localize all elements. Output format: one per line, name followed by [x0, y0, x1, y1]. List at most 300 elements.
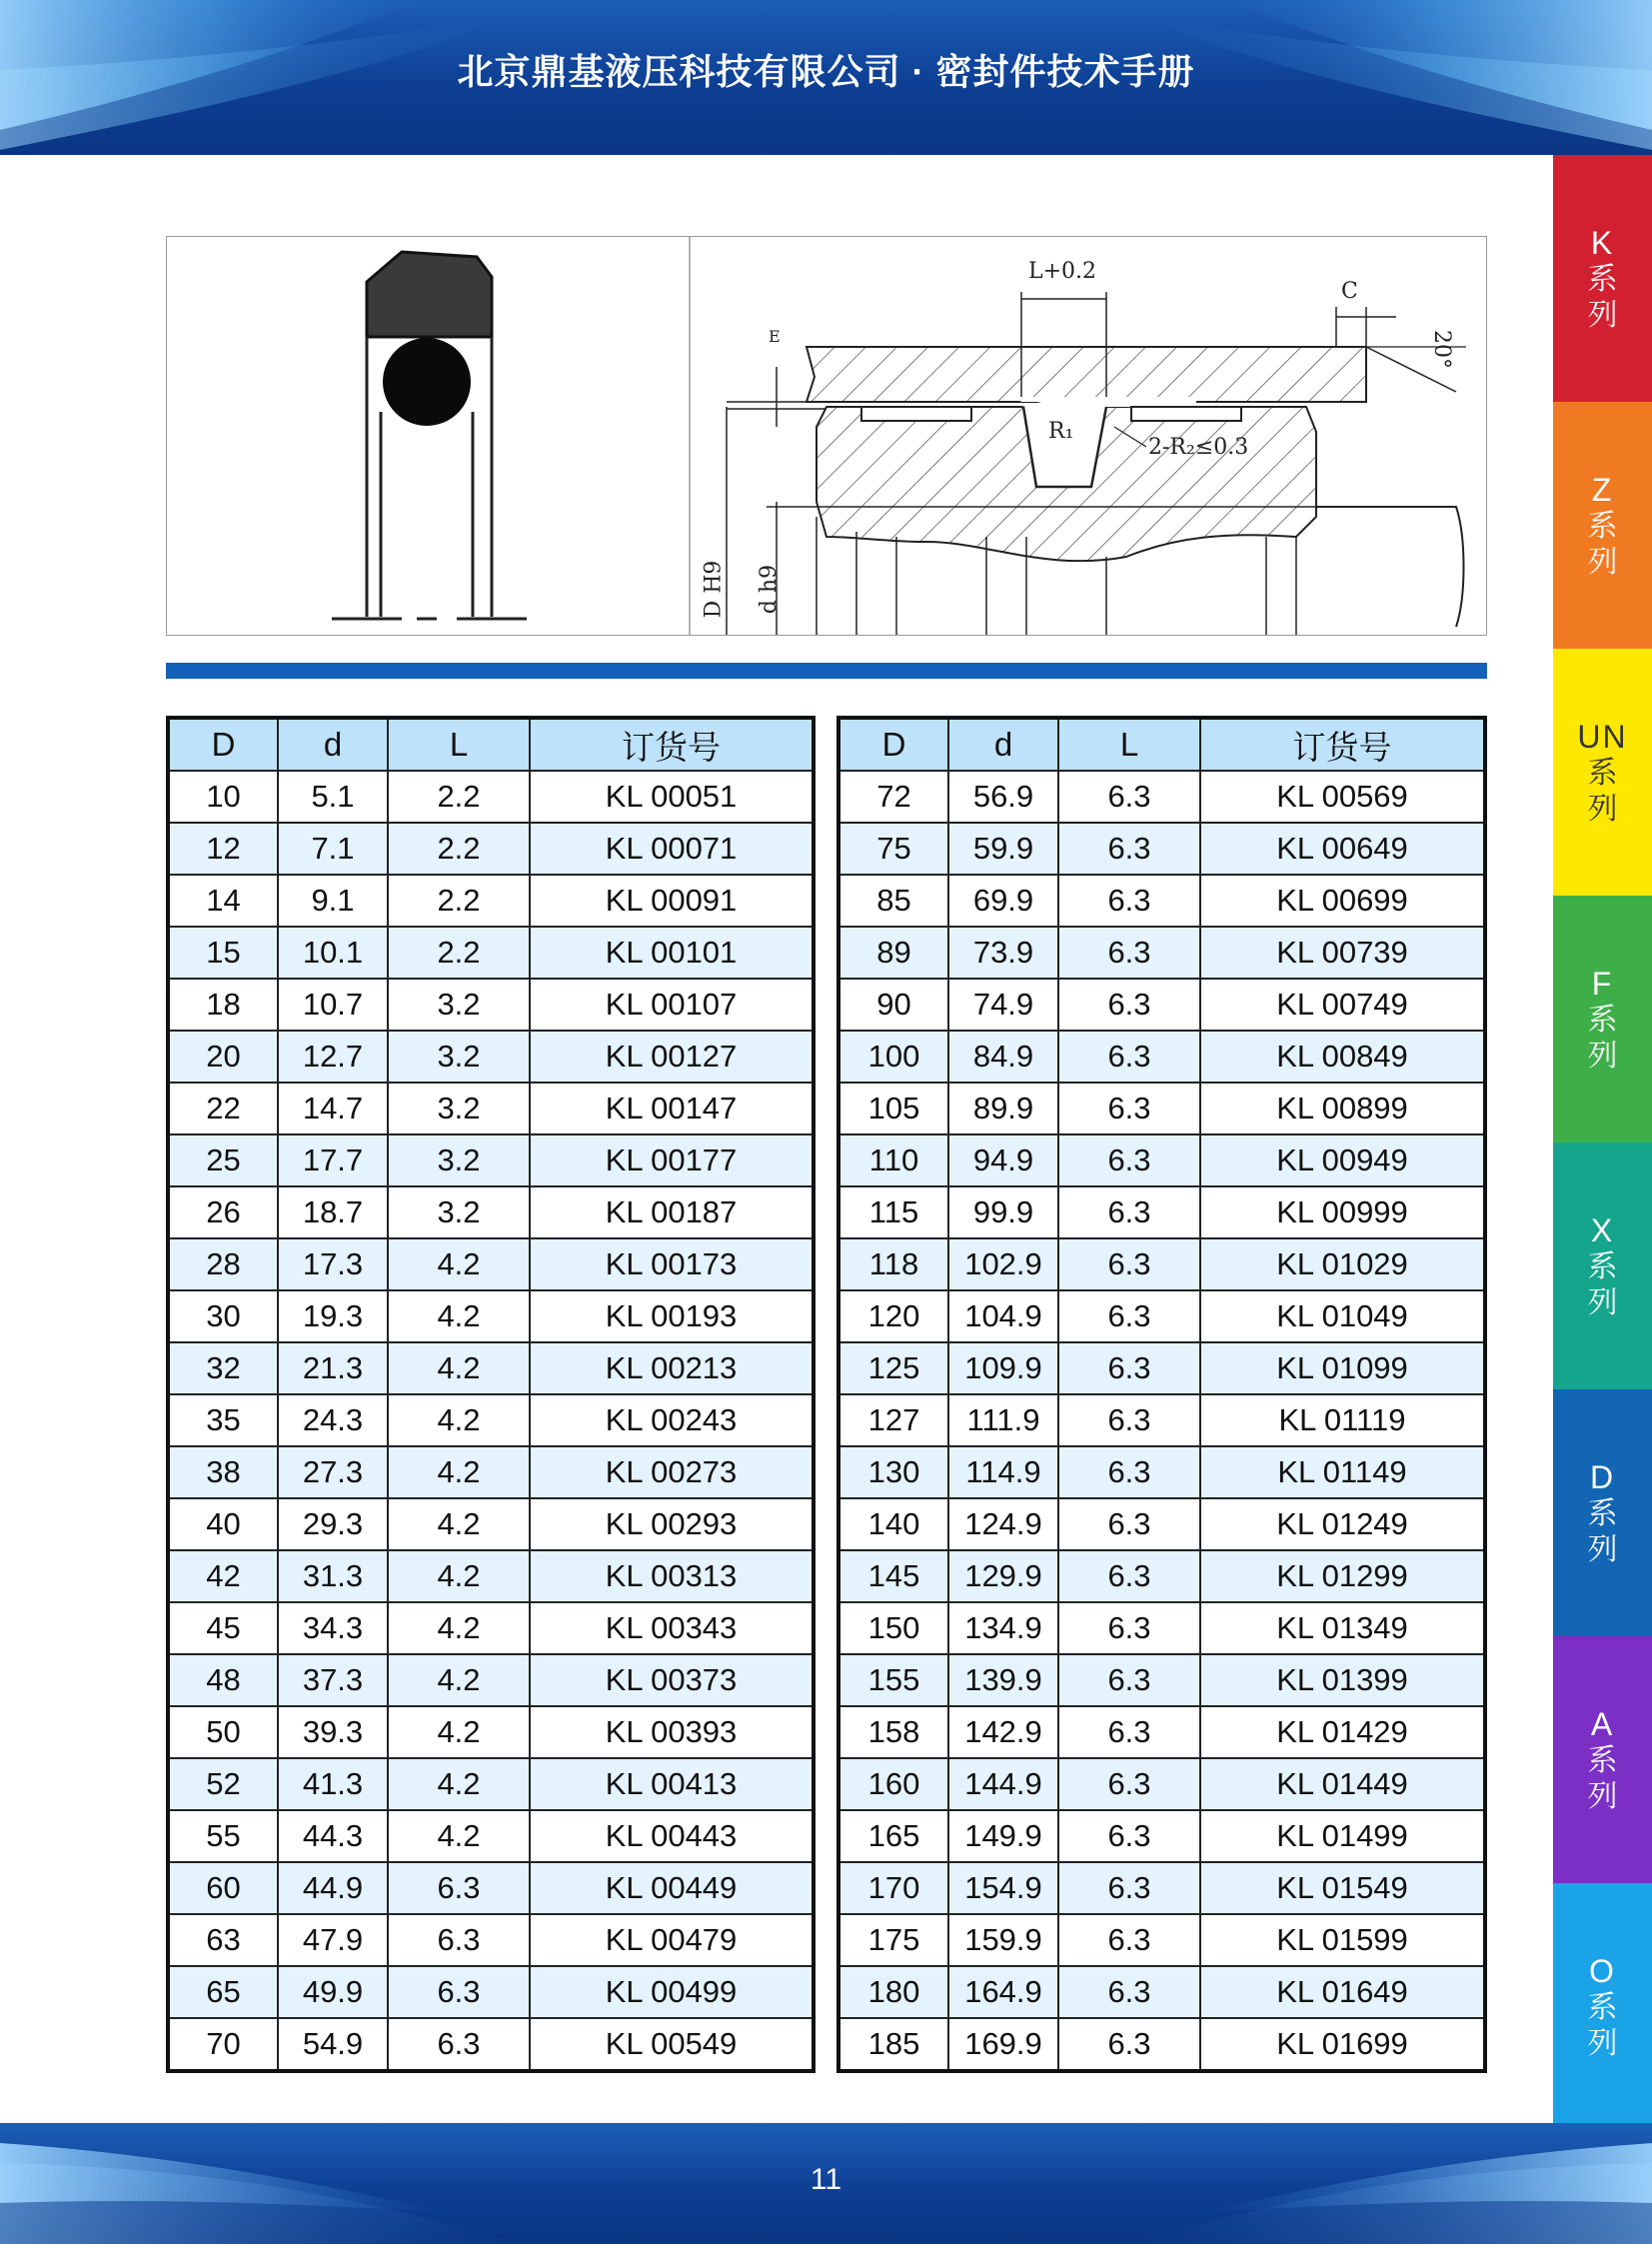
cell-L: 6.3: [1058, 1342, 1200, 1394]
cell-L: 6.3: [1058, 1134, 1200, 1186]
cell-order-no: KL 01399: [1200, 1654, 1485, 1706]
cell-D: 115: [838, 1186, 948, 1238]
cell-order-no: KL 00051: [530, 771, 814, 823]
table-row: [168, 1342, 814, 1394]
cell-D: 25: [168, 1134, 278, 1186]
cell-d: 18.7: [278, 1186, 388, 1238]
table-header-row: [168, 718, 814, 771]
seal-cross-section: [332, 252, 527, 619]
table-row: [168, 1862, 814, 1914]
cell-L: 4.2: [388, 1342, 530, 1394]
tab-series-a[interactable]: [1553, 1636, 1652, 1883]
cell-d: 41.3: [278, 1758, 388, 1810]
cell-order-no: KL 00293: [530, 1498, 814, 1550]
table-row: [168, 927, 814, 979]
cell-D: 158: [838, 1706, 948, 1758]
cell-d: 54.9: [278, 2018, 388, 2071]
table-row: [838, 1186, 1485, 1238]
cell-L: 6.3: [1058, 1186, 1200, 1238]
cell-d: 59.9: [948, 823, 1058, 875]
cell-L: 6.3: [388, 1966, 530, 2018]
cell-D: 50: [168, 1706, 278, 1758]
table-row: [168, 2018, 814, 2071]
cell-d: 21.3: [278, 1342, 388, 1394]
cell-L: 6.3: [1058, 875, 1200, 927]
cell-d: 17.7: [278, 1134, 388, 1186]
cell-L: 2.2: [388, 771, 530, 823]
tab-code: X: [1590, 1211, 1615, 1248]
cell-order-no: KL 00147: [530, 1083, 814, 1134]
cell-D: 28: [168, 1238, 278, 1290]
table-row: [838, 875, 1485, 927]
tab-series-x[interactable]: [1553, 1142, 1652, 1389]
cell-D: 63: [168, 1914, 278, 1966]
cell-d: 73.9: [948, 927, 1058, 979]
cell-order-no: KL 00071: [530, 823, 814, 875]
cell-order-no: KL 01299: [1200, 1550, 1485, 1602]
cell-order-no: KL 00479: [530, 1914, 814, 1966]
cell-D: 42: [168, 1550, 278, 1602]
table-row: [168, 1498, 814, 1550]
table-row: [838, 1862, 1485, 1914]
cell-order-no: KL 00899: [1200, 1083, 1485, 1134]
tab-code: Z: [1591, 471, 1614, 508]
col-header-D: D: [168, 718, 278, 771]
cell-order-no: KL 00243: [530, 1394, 814, 1446]
cell-d: 94.9: [948, 1134, 1058, 1186]
cell-D: 40: [168, 1498, 278, 1550]
cell-d: 89.9: [948, 1083, 1058, 1134]
tab-label: 系列: [1587, 756, 1618, 826]
cell-order-no: KL 00739: [1200, 927, 1485, 979]
table-row: [838, 1706, 1485, 1758]
table-row: [168, 1550, 814, 1602]
cell-D: 20: [168, 1031, 278, 1083]
cell-d: 7.1: [278, 823, 388, 875]
cell-L: 2.2: [388, 875, 530, 927]
table-row: [168, 1966, 814, 2018]
cell-D: 14: [168, 875, 278, 927]
cell-d: 164.9: [948, 1966, 1058, 2018]
cell-D: 38: [168, 1446, 278, 1498]
table-row: [168, 1602, 814, 1654]
cell-d: 10.7: [278, 979, 388, 1031]
cell-L: 4.2: [388, 1602, 530, 1654]
cell-D: 170: [838, 1862, 948, 1914]
cell-L: 6.3: [388, 1914, 530, 1966]
cell-D: 32: [168, 1342, 278, 1394]
cell-d: 10.1: [278, 927, 388, 979]
cell-L: 6.3: [1058, 823, 1200, 875]
cell-order-no: KL 00999: [1200, 1186, 1485, 1238]
cell-order-no: KL 01119: [1200, 1394, 1485, 1446]
cell-L: 6.3: [1058, 1810, 1200, 1862]
table-row: [838, 1602, 1485, 1654]
cell-L: 4.2: [388, 1498, 530, 1550]
cell-order-no: KL 00949: [1200, 1134, 1485, 1186]
size-table-right: [836, 716, 1487, 2073]
cell-d: 69.9: [948, 875, 1058, 927]
table-row: [168, 1290, 814, 1342]
cell-order-no: KL 00443: [530, 1810, 814, 1862]
cell-d: 134.9: [948, 1602, 1058, 1654]
table-header-row: [838, 718, 1485, 771]
table-row: [838, 1031, 1485, 1083]
col-header-L: L: [388, 718, 530, 771]
cell-d: 37.3: [278, 1654, 388, 1706]
cell-d: 5.1: [278, 771, 388, 823]
cell-d: 17.3: [278, 1238, 388, 1290]
cell-order-no: KL 00273: [530, 1446, 814, 1498]
cell-D: 22: [168, 1083, 278, 1134]
cell-D: 150: [838, 1602, 948, 1654]
cell-L: 4.2: [388, 1446, 530, 1498]
cell-L: 6.3: [1058, 1758, 1200, 1810]
table-row: [838, 1810, 1485, 1862]
table-row: [168, 771, 814, 823]
cell-order-no: KL 01099: [1200, 1342, 1485, 1394]
tab-code: D: [1589, 1458, 1616, 1495]
cell-D: 52: [168, 1758, 278, 1810]
cell-d: 169.9: [948, 2018, 1058, 2071]
cell-D: 110: [838, 1134, 948, 1186]
cell-order-no: KL 01049: [1200, 1290, 1485, 1342]
cell-d: 47.9: [278, 1914, 388, 1966]
cell-d: 149.9: [948, 1810, 1058, 1862]
cell-D: 18: [168, 979, 278, 1031]
table-row: [838, 1550, 1485, 1602]
col-header-D: D: [838, 718, 948, 771]
cell-L: 6.3: [1058, 771, 1200, 823]
tab-label: 系列: [1587, 1003, 1618, 1073]
label-groove-width: L+0.2: [1028, 259, 1097, 284]
cell-order-no: KL 00373: [530, 1654, 814, 1706]
cell-D: 118: [838, 1238, 948, 1290]
cell-L: 6.3: [1058, 979, 1200, 1031]
cell-d: 19.3: [278, 1290, 388, 1342]
cell-d: 31.3: [278, 1550, 388, 1602]
cell-order-no: KL 00193: [530, 1290, 814, 1342]
cell-D: 100: [838, 1031, 948, 1083]
table-row: [838, 979, 1485, 1031]
cell-order-no: KL 00569: [1200, 771, 1485, 823]
table-row: [838, 1914, 1485, 1966]
cell-L: 6.3: [1058, 1394, 1200, 1446]
table-row: [838, 1083, 1485, 1134]
cell-L: 6.3: [1058, 1706, 1200, 1758]
cell-order-no: KL 00849: [1200, 1031, 1485, 1083]
table-row: [168, 1706, 814, 1758]
cell-d: 159.9: [948, 1914, 1058, 1966]
seal-drawing: [167, 237, 1486, 635]
table-row: [838, 771, 1485, 823]
document-title: 北京鼎基液压科技有限公司 · 密封件技术手册: [457, 51, 1195, 92]
table-row: [168, 1914, 814, 1966]
cell-L: 6.3: [1058, 1550, 1200, 1602]
cell-D: 12: [168, 823, 278, 875]
cell-L: 4.2: [388, 1654, 530, 1706]
cell-order-no: KL 00173: [530, 1238, 814, 1290]
col-header-order-no: 订货号: [1200, 718, 1485, 771]
cell-order-no: KL 00343: [530, 1602, 814, 1654]
cell-D: 75: [838, 823, 948, 875]
table-row: [168, 979, 814, 1031]
table-row: [838, 1758, 1485, 1810]
table-row: [168, 1031, 814, 1083]
table-row: [168, 1083, 814, 1134]
cell-D: 15: [168, 927, 278, 979]
cell-d: 39.3: [278, 1706, 388, 1758]
table-row: [168, 1134, 814, 1186]
cell-order-no: KL 00749: [1200, 979, 1485, 1031]
cell-order-no: KL 01349: [1200, 1602, 1485, 1654]
cell-D: 90: [838, 979, 948, 1031]
tab-code: O: [1589, 1952, 1616, 1989]
cell-D: 145: [838, 1550, 948, 1602]
cell-d: 44.9: [278, 1862, 388, 1914]
cell-D: 26: [168, 1186, 278, 1238]
label-angle: 20°: [1429, 330, 1454, 369]
cell-d: 12.7: [278, 1031, 388, 1083]
cell-d: 129.9: [948, 1550, 1058, 1602]
cell-D: 85: [838, 875, 948, 927]
cell-order-no: KL 01429: [1200, 1706, 1485, 1758]
cell-d: 24.3: [278, 1394, 388, 1446]
cell-D: 72: [838, 771, 948, 823]
table-row: [838, 1498, 1485, 1550]
table-row: [168, 1654, 814, 1706]
table-row: [168, 1394, 814, 1446]
table-row: [838, 1238, 1485, 1290]
cell-L: 6.3: [1058, 1498, 1200, 1550]
cell-d: 74.9: [948, 979, 1058, 1031]
cell-order-no: KL 01249: [1200, 1498, 1485, 1550]
cell-L: 4.2: [388, 1290, 530, 1342]
cell-order-no: KL 01029: [1200, 1238, 1485, 1290]
cell-L: 2.2: [388, 927, 530, 979]
cell-L: 6.3: [1058, 1238, 1200, 1290]
tab-series-z[interactable]: [1553, 402, 1652, 649]
cell-D: 125: [838, 1342, 948, 1394]
cell-order-no: KL 01499: [1200, 1810, 1485, 1862]
cell-order-no: KL 00187: [530, 1186, 814, 1238]
cell-D: 35: [168, 1394, 278, 1446]
cell-order-no: KL 00413: [530, 1758, 814, 1810]
cell-D: 10: [168, 771, 278, 823]
cell-L: 4.2: [388, 1706, 530, 1758]
cell-d: 102.9: [948, 1238, 1058, 1290]
groove-drawing: [727, 292, 1466, 635]
cell-d: 84.9: [948, 1031, 1058, 1083]
table-row: [838, 1290, 1485, 1342]
cell-L: 6.3: [1058, 1446, 1200, 1498]
cell-order-no: KL 01449: [1200, 1758, 1485, 1810]
cell-d: 139.9: [948, 1654, 1058, 1706]
cell-L: 2.2: [388, 823, 530, 875]
cell-order-no: KL 00393: [530, 1706, 814, 1758]
table-row: [838, 823, 1485, 875]
section-divider: [166, 663, 1487, 679]
table-row: [168, 875, 814, 927]
cell-D: 140: [838, 1498, 948, 1550]
cell-d: 111.9: [948, 1394, 1058, 1446]
col-header-L: L: [1058, 718, 1200, 771]
header-banner: [0, 0, 1652, 155]
label-radius2: 2-R₂≤0.3: [1148, 435, 1249, 460]
cell-D: 60: [168, 1862, 278, 1914]
cell-order-no: KL 00091: [530, 875, 814, 927]
cell-L: 6.3: [1058, 2018, 1200, 2071]
cell-L: 6.3: [1058, 1083, 1200, 1134]
cell-d: 27.3: [278, 1446, 388, 1498]
cell-L: 4.2: [388, 1810, 530, 1862]
cell-D: 65: [168, 1966, 278, 2018]
table-row: [168, 1810, 814, 1862]
tab-series-d[interactable]: [1553, 1389, 1652, 1636]
cell-order-no: KL 01149: [1200, 1446, 1485, 1498]
cell-D: 30: [168, 1290, 278, 1342]
cell-d: 29.3: [278, 1498, 388, 1550]
tab-code: K: [1590, 224, 1615, 261]
cell-order-no: KL 00177: [530, 1134, 814, 1186]
cell-order-no: KL 00101: [530, 927, 814, 979]
cell-d: 9.1: [278, 875, 388, 927]
cell-D: 48: [168, 1654, 278, 1706]
cell-d: 114.9: [948, 1446, 1058, 1498]
cell-L: 4.2: [388, 1394, 530, 1446]
tab-series-o[interactable]: [1553, 1883, 1652, 2130]
col-header-d: d: [278, 718, 388, 771]
tab-code: UN: [1577, 718, 1628, 755]
cell-d: 99.9: [948, 1186, 1058, 1238]
tab-label: 系列: [1587, 1990, 1618, 2060]
cell-order-no: KL 00549: [530, 2018, 814, 2071]
cell-order-no: KL 00313: [530, 1550, 814, 1602]
tab-label: 系列: [1587, 509, 1618, 579]
cell-order-no: KL 00649: [1200, 823, 1485, 875]
cell-L: 6.3: [388, 1862, 530, 1914]
cell-L: 4.2: [388, 1550, 530, 1602]
cell-L: 6.3: [1058, 1966, 1200, 2018]
cell-order-no: KL 00107: [530, 979, 814, 1031]
cell-L: 4.2: [388, 1238, 530, 1290]
tab-label: 系列: [1587, 1743, 1618, 1813]
cell-D: 105: [838, 1083, 948, 1134]
cell-d: 144.9: [948, 1758, 1058, 1810]
table-row: [838, 1446, 1485, 1498]
cell-L: 3.2: [388, 1083, 530, 1134]
size-table-left: [166, 716, 816, 2073]
tab-series-un[interactable]: [1553, 649, 1652, 896]
cell-order-no: KL 00499: [530, 1966, 814, 2018]
cell-D: 127: [838, 1394, 948, 1446]
cell-L: 6.3: [1058, 1914, 1200, 1966]
cell-L: 3.2: [388, 979, 530, 1031]
cell-L: 3.2: [388, 1031, 530, 1083]
table-row: [838, 1134, 1485, 1186]
cell-D: 160: [838, 1758, 948, 1810]
cell-L: 3.2: [388, 1134, 530, 1186]
tab-label: 系列: [1587, 1496, 1618, 1566]
table-row: [838, 1394, 1485, 1446]
tab-series-k[interactable]: [1553, 155, 1652, 402]
cell-D: 180: [838, 1966, 948, 2018]
col-header-order-no: 订货号: [530, 718, 814, 771]
table-row: [838, 2018, 1485, 2071]
label-rod: d h9: [757, 564, 783, 615]
table-row: [838, 927, 1485, 979]
cell-d: 49.9: [278, 1966, 388, 2018]
table-row: [838, 1342, 1485, 1394]
cell-d: 109.9: [948, 1342, 1058, 1394]
cell-d: 124.9: [948, 1498, 1058, 1550]
cell-D: 45: [168, 1602, 278, 1654]
cell-order-no: KL 01599: [1200, 1914, 1485, 1966]
cell-L: 6.3: [1058, 927, 1200, 979]
label-gap: E: [769, 327, 781, 346]
tab-code: F: [1591, 965, 1614, 1002]
table-row: [168, 1758, 814, 1810]
cell-L: 4.2: [388, 1758, 530, 1810]
cell-d: 34.3: [278, 1602, 388, 1654]
cell-D: 165: [838, 1810, 948, 1862]
table-row: [168, 1186, 814, 1238]
cell-D: 130: [838, 1446, 948, 1498]
cell-order-no: KL 00449: [530, 1862, 814, 1914]
tab-code: A: [1590, 1705, 1615, 1742]
table-row: [168, 823, 814, 875]
cell-D: 175: [838, 1914, 948, 1966]
col-header-d: d: [948, 718, 1058, 771]
cell-L: 3.2: [388, 1186, 530, 1238]
footer-banner: [0, 2123, 1652, 2244]
label-bore: D H9: [701, 560, 727, 619]
cell-L: 6.3: [1058, 1602, 1200, 1654]
label-chamfer: C: [1341, 279, 1358, 304]
cell-d: 14.7: [278, 1083, 388, 1134]
cell-d: 44.3: [278, 1810, 388, 1862]
cell-D: 89: [838, 927, 948, 979]
page-number: 11: [810, 2163, 842, 2196]
table-row: [838, 1654, 1485, 1706]
cell-d: 104.9: [948, 1290, 1058, 1342]
tab-label: 系列: [1587, 1249, 1618, 1319]
cell-order-no: KL 00127: [530, 1031, 814, 1083]
cell-D: 155: [838, 1654, 948, 1706]
tab-series-f[interactable]: [1553, 896, 1652, 1142]
cell-D: 120: [838, 1290, 948, 1342]
cell-D: 70: [168, 2018, 278, 2071]
cell-L: 6.3: [1058, 1654, 1200, 1706]
table-row: [838, 1966, 1485, 2018]
cell-order-no: KL 01549: [1200, 1862, 1485, 1914]
cell-D: 55: [168, 1810, 278, 1862]
cell-d: 154.9: [948, 1862, 1058, 1914]
cell-L: 6.3: [1058, 1031, 1200, 1083]
tab-label: 系列: [1587, 262, 1618, 332]
cell-d: 56.9: [948, 771, 1058, 823]
cell-L: 6.3: [1058, 1290, 1200, 1342]
cell-order-no: KL 00699: [1200, 875, 1485, 927]
cell-order-no: KL 01649: [1200, 1966, 1485, 2018]
cell-order-no: KL 01699: [1200, 2018, 1485, 2071]
cell-D: 185: [838, 2018, 948, 2071]
seal-diagram: [166, 236, 1487, 636]
label-radius1: R₁: [1048, 419, 1074, 444]
cell-d: 142.9: [948, 1706, 1058, 1758]
cell-L: 6.3: [1058, 1862, 1200, 1914]
cell-order-no: KL 00213: [530, 1342, 814, 1394]
